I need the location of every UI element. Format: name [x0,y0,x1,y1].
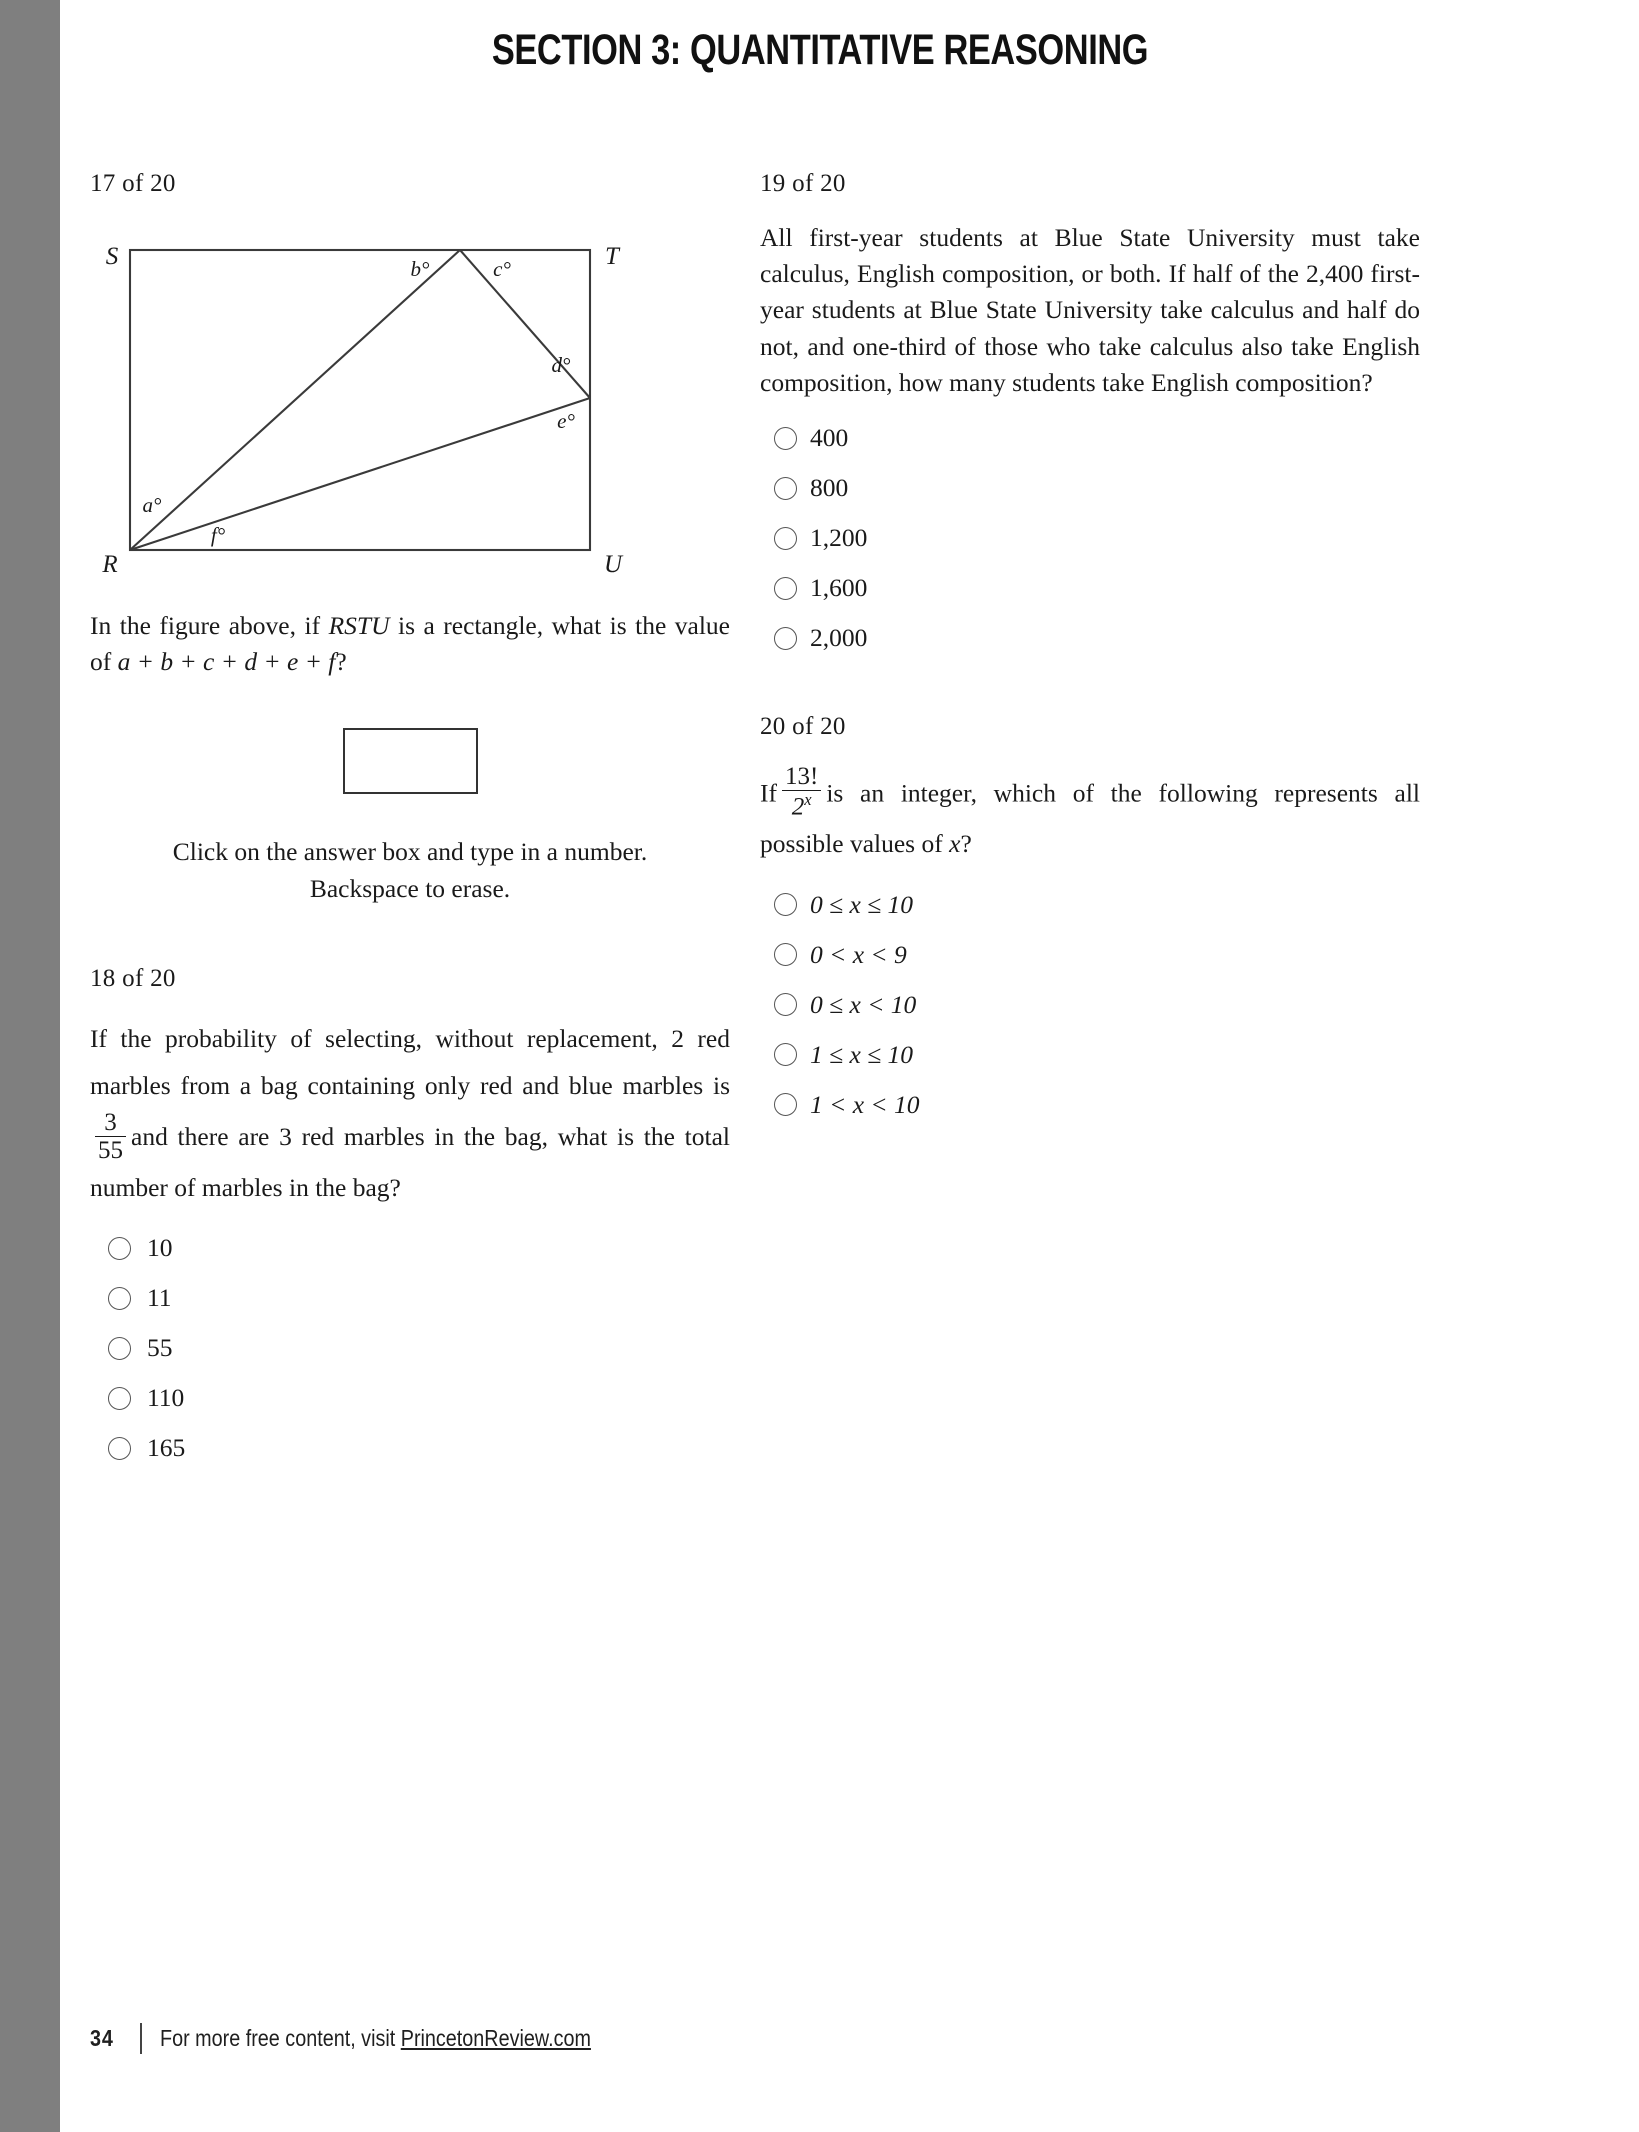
question-20 [760,713,1420,1120]
choice-option[interactable] [760,473,1420,503]
radio-button-icon[interactable] [774,1093,797,1116]
footer-message: For more free content, visit [159,2025,401,2051]
question-17-prompt [90,608,730,680]
radio-button-icon[interactable] [774,527,797,550]
q20-text-b: is an integer, which of the following represents all possible values of [760,778,1420,859]
instruction-line-1: Click on the answer box and type in a number. [172,837,648,867]
footer-text [160,2025,591,2052]
choice-option[interactable] [760,1090,1420,1120]
radio-button-icon[interactable] [774,427,797,450]
radio-button-icon[interactable] [108,1437,131,1460]
footer-divider [140,2023,142,2054]
left-column [90,170,730,1483]
page-title: SECTION 3: QUANTITATIVE REASONING [491,26,1149,74]
choice-label: 0 ≤ x < 10 [810,989,917,1019]
q20-text-a: If [760,778,777,808]
choice-option[interactable] [760,573,1420,603]
line-r-to-right [130,398,590,550]
choice-label: 1,200 [810,523,868,553]
q17-prompt-part3: ? [335,647,347,677]
choice-label: 800 [810,473,849,503]
q18-fraction [95,1109,126,1164]
angle-label-f: f° [210,523,226,547]
vertex-label-u: U [603,551,623,578]
question-18-choices [90,1233,730,1463]
choice-label: 1 ≤ x ≤ 10 [810,1039,914,1069]
footer-url[interactable]: PrincetonReview.com [400,2025,591,2051]
question-20-number: 20 of 20 [760,713,846,741]
choice-option[interactable] [760,423,1420,453]
choice-option[interactable] [760,1040,1420,1070]
q18-text-b: and there are 3 red marbles in the bag, what is the total number of marbles in the bag? [90,1122,730,1203]
radio-button-icon[interactable] [108,1287,131,1310]
right-column [760,170,1420,1140]
choice-option[interactable] [90,1433,730,1463]
choice-option[interactable] [90,1333,730,1363]
line-r-to-apex [130,250,460,550]
choice-option[interactable] [760,523,1420,553]
vertex-label-s: S [105,243,119,270]
page-footer [90,2023,661,2054]
radio-button-icon[interactable] [774,893,797,916]
choice-label: 0 < x < 9 [810,939,907,969]
left-margin-bar [0,0,60,2132]
question-19-number: 19 of 20 [760,170,846,197]
page-content [60,0,1639,2132]
radio-button-icon[interactable] [774,477,797,500]
instruction-line-2: Backspace to erase. [309,873,511,903]
choice-label: 110 [147,1383,185,1413]
q18-text-a: If the probability of selecting, without replacement, 2 red marbles from a bag containing only red and blue marbles is [90,1023,730,1100]
radio-button-icon[interactable] [774,993,797,1016]
q17-prompt-expr: a + b + c + d + e + f [117,647,336,677]
choice-label: 0 ≤ x ≤ 10 [810,889,914,919]
choice-option[interactable] [760,990,1420,1020]
vertex-label-t: T [605,243,619,270]
choice-label: 2,000 [810,623,868,653]
question-20-text [760,763,1420,868]
q20-fraction-denominator [782,790,821,820]
q20-text-var: x [949,829,961,859]
question-17-number: 17 of 20 [90,170,176,197]
choice-option[interactable] [90,1283,730,1313]
question-20-choices [760,890,1420,1120]
q20-fraction [782,763,821,820]
choice-option[interactable] [760,940,1420,970]
choice-label: 11 [147,1283,172,1313]
q17-prompt-part1: In the figure above, if [90,611,329,640]
question-18-number: 18 of 20 [90,964,176,992]
question-19 [760,170,1420,653]
radio-button-icon[interactable] [774,943,797,966]
choice-option[interactable] [760,623,1420,653]
q17-prompt-part2: is a rectangle, what is the value of [90,611,730,677]
choice-label: 400 [810,423,849,453]
choice-label: 1,600 [810,573,868,603]
q17-prompt-shape: RSTU [328,611,390,640]
rectangle-rstu [130,250,590,550]
angle-label-a: a° [142,493,162,517]
choice-option[interactable] [90,1383,730,1413]
vertex-label-r: R [102,551,118,578]
q20-denominator-exponent: x [804,790,812,810]
choice-label: 1 < x < 10 [810,1089,920,1119]
q20-text-c: ? [960,829,972,859]
radio-button-icon[interactable] [108,1337,131,1360]
q18-fraction-denominator: 55 [95,1136,126,1164]
question-17-instructions [90,834,730,906]
choice-option[interactable] [90,1233,730,1263]
question-19-text: All first-year students at Blue State University must take calculus, English composition, or both. If half of the 2,400 first-year students at Blue State University take calculus and half do not, and one-third of those who take calculus also take English composition, how many students take English composition? [760,223,1420,397]
footer-page-number: 34 [90,2025,114,2051]
q20-denominator-base: 2 [791,793,805,821]
choice-label: 165 [147,1433,186,1463]
radio-button-icon[interactable] [108,1237,131,1260]
question-17 [90,170,730,907]
question-19-choices [760,423,1420,653]
question-18 [90,965,730,1464]
angle-label-b: b° [410,257,430,281]
radio-button-icon[interactable] [774,577,797,600]
q18-fraction-numerator: 3 [104,1109,117,1137]
radio-button-icon[interactable] [108,1387,131,1410]
question-18-text [90,1015,730,1212]
radio-button-icon[interactable] [774,1043,797,1066]
choice-option[interactable] [760,890,1420,920]
choice-label: 55 [147,1333,173,1363]
angle-label-c: c° [493,257,511,281]
question-17-figure [90,220,690,580]
line-apex-to-right [460,250,590,398]
angle-label-e: e° [557,409,575,433]
answer-input-box[interactable] [343,728,478,794]
angle-label-d: d° [551,353,571,377]
choice-label: 10 [147,1233,173,1263]
radio-button-icon[interactable] [774,627,797,650]
q20-fraction-numerator: 13! [784,763,819,791]
